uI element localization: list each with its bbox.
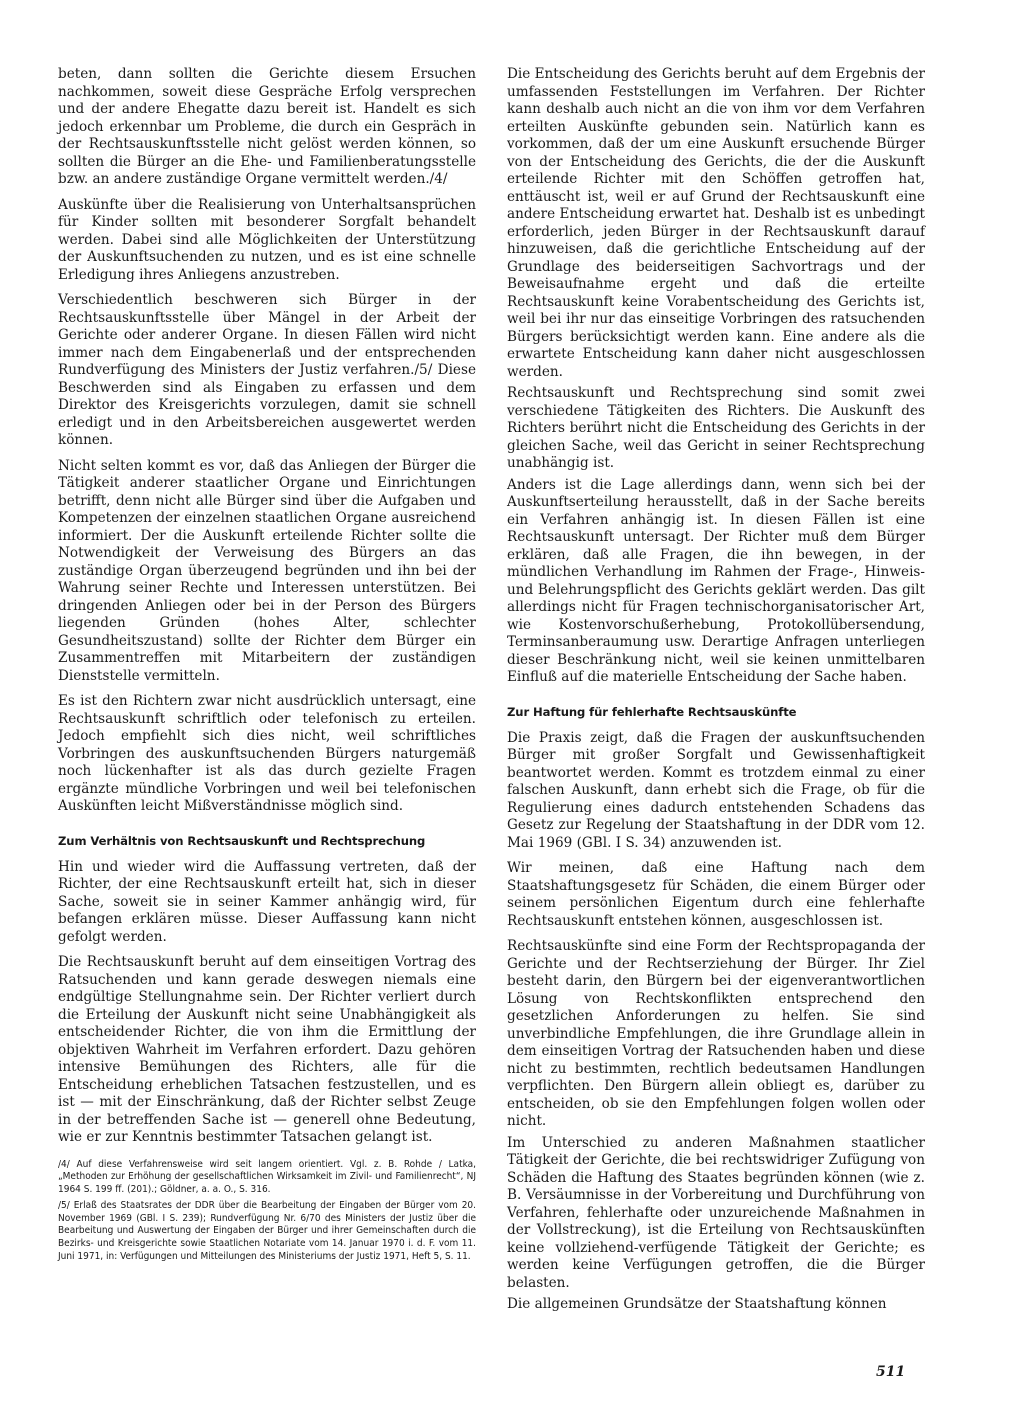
paragraph: beten, dann sollten die Gerichte diesem Ersuchen nachkommen, soweit diese Gespräche Erfolg versprechen und der andere Ehegatte dazu bereit ist. Handelt es sich jedoch erkennbar um Probleme, die durch ein Gespräch in der Rechtsauskunftsstelle nicht gelöst werden können, so sollten die Bürger an die Ehe- und Familienberatungsstelle bzw. an andere zuständige Organe vermittelt werden./4/ — [58, 66, 476, 187]
right-column — [507, 66, 925, 1318]
paragraph: Wir meinen, daß eine Haftung nach dem Staatshaftungsgesetz für Schäden, die einem Bürger oder seinem persönlichen Eigentum durch eine fehlerhafte Rechtsauskunft entstehen können, ausgeschlossen ist. — [507, 860, 925, 929]
paragraph: Hin und wieder wird die Auffassung vertreten, daß der Richter, der eine Rechtsauskunft erteilt hat, sich in dieser Sache, soweit sie in seiner Kammer anhängig wird, für befangen erklären müsse. Dieser Auffassung kann nicht gefolgt werden. — [58, 858, 476, 945]
paragraph: Nicht selten kommt es vor, daß das Anliegen der Bürger die Tätigkeit anderer staatlicher Organe und Einrichtungen betrifft, denn nicht alle Bürger sind über die Aufgaben und Kompetenzen der einzelnen staatlichen Organe ausreichend informiert. Der die Auskunft erteilende Richter sollte die Notwendigkeit der Verweisung des Bürgers an das zuständige Organ überzeugend begründen und ihn bei der Wahrung seiner Rechte und Interessen unterstützen. Bei dringenden Anliegen oder bei in der Person des Bürgers liegenden Gründen (hohes Alter, schlechter Gesundheitszustand) sollte der Richter dem Bürger ein Zusammentreffen mit Mitarbeitern der zuständigen Dienststelle vermitteln. — [58, 457, 476, 684]
footnotes — [58, 1159, 476, 1264]
paragraph: Es ist den Richtern zwar nicht ausdrücklich untersagt, eine Rechtsauskunft schriftlich oder telefonisch zu erteilen. Jedoch empfiehlt sich dies nicht, weil schriftliches Vorbringen des auskunftsuchenden Bürgers naturgemäß noch lückenhafter ist als das durch gezielte Fragen ergänzte mündliche Vorbringen und weil bei telefonischen Auskünften leicht Mißverständnisse möglich sind. — [58, 693, 476, 814]
section-heading: Zum Verhältnis von Rechtsauskunft und Rechtsprechung — [58, 833, 426, 848]
left-column — [58, 66, 476, 1267]
paragraph: Die Praxis zeigt, daß die Fragen der auskunftsuchenden Bürger mit großer Sorgfalt und Gewissenhaftigkeit beantwortet werden. Kommt es trotzdem einmal zu einer falschen Auskunft, dann erhebt sich die Frage, ob für die Regulierung eines dadurch entstehenden Schadens das Gesetz zur Regelung der Staatshaftung in der DDR vom 12. Mai 1969 (GBl. I S. 34) anzuwenden ist. — [507, 729, 925, 851]
paragraph: Anders ist die Lage allerdings dann, wenn sich bei der Auskunftserteilung herausstellt, daß in der Sache bereits ein Verfahren anhängig ist. In diesen Fällen ist eine Rechtsauskunft untersagt. Der Richter muß dem Bürger erklären, daß alle Fragen, die ihn bewegen, in der mündlichen Verhandlung im Rahmen der Frage-, Hinweis- und Belehrungspflicht des Gerichts geklärt werden. Das gilt allerdings nicht für Fragen technischorganisatorischer Art, wie Kostenvorschußerhebung, Protokollübersendung, Terminsanberaumung usw. Derartige Anfragen unterliegen dieser Beschränkung nicht, weil sie keinen unmittelbaren Einfluß auf die materielle Entscheidung der Sache haben. — [507, 476, 925, 685]
paragraph: Auskünfte über die Realisierung von Unterhaltsansprüchen für Kinder sollten mit besonderer Sorgfalt behandelt werden. Dabei sind alle Möglichkeiten der Unterstützung der Auskunftsuchenden zu nutzen, und es ist eine schnelle Erledigung ihres Anliegens anzustreben. — [58, 196, 476, 283]
paragraph: Rechtsauskunft und Rechtsprechung sind somit zwei verschiedene Tätigkeiten des Richters. Die Auskunft des Richters berührt nicht die Entscheidung des Gerichts in der gleichen Sache, weil das Gericht in seiner Rechtsprechung unabhängig ist. — [507, 385, 925, 471]
paragraph: Die Entscheidung des Gerichts beruht auf dem Ergebnis der umfassenden Feststellungen im Verfahren. Der Richter kann deshalb auch nicht an die von ihm vor dem Verfahren erteilten Auskünfte gebunden sein. Natürlich kann es vorkommen, daß der um eine Auskunft ersuchende Bürger von der Entscheidung des Gerichts, die der die Auskunft erteilende Richter mit den Schöffen getroffen hat, enttäuscht ist, weil er auf Grund der Rechtsauskunft eine andere Entscheidung erwartet hat. Deshalb ist es unbedingt erforderlich, jeden Bürger in der Rechtsauskunft darauf hinzuweisen, daß die gerichtliche Entscheidung auf der Grundlage des beiderseitigen Sachvortrags und der Beweisaufnahme ergeht und daß die erteilte Rechtsauskunft keine Vorabentscheidung des Gerichts ist, weil bei ihr nur das einseitige Vorbringen des ratsuchenden Bürgers berücksichtigt werden kann. Eine andere als die erwartete Entscheidung kann daher nicht ausgeschlossen werden. — [507, 66, 925, 380]
paragraph: Die allgemeinen Grundsätze der Staatshaftung können — [507, 1296, 887, 1312]
paragraph: Die Rechtsauskunft beruht auf dem einseitigen Vortrag des Ratsuchenden und kann gerade deswegen niemals eine endgültige Stellungnahme sein. Der Richter verliert durch die Erteilung der Auskunft nicht seine Unabhängigkeit als entscheidender Richter, die von ihm die Ermittlung der objektiven Wahrheit im Verfahren erfordert. Dazu gehören intensive Bemühungen des Richters, alle für die Entscheidung erheblichen Tatsachen festzustellen, und es ist — mit der Einschränkung, daß der Richter selbst Zeuge in der betreffenden Sache ist — generell ohne Bedeutung, wie er zur Kenntnis bestimmter Tatsachen gelangt ist. — [58, 954, 476, 1145]
section-heading: Zur Haftung für fehlerhafte Rechtsauskünfte — [507, 704, 797, 719]
paragraph: Rechtsauskünfte sind eine Form der Rechtspropaganda der Gerichte und der Rechtserziehung der Bürger. Ihr Ziel besteht darin, den Bürgern bei der eigenverantwortlichen Lösung von Rechtskonflikten entsprechend den gesetzlichen Anforderungen zu helfen. Sie sind unverbindliche Empfehlungen, die ihre Grundlage allein in dem einseitigen Vortrag der Ratsuchenden haben und diese nicht zu bestimmten, rechtlich bedeutsamen Handlungen verpflichten. Den Bürgern allein obliegt es, darüber zu entscheiden, ob sie den Empfehlungen folgen wollen oder nicht. — [507, 938, 925, 1129]
footnote: /4/ Auf diese Verfahrensweise wird seit langem orientiert. Vgl. z. B. Rohde / Latka, „Methoden zur Erhöhung der gesellschaftlichen Wirksamkeit im Zivil- und Familienrecht“, NJ 1964 S. 199 ff. (201).; Göldner, a. a. O., S. 316. — [58, 1158, 476, 1195]
footnote: /5/ Erlaß des Staatsrates der DDR über die Bearbeitung der Eingaben der Bürger vom 20. November 1969 (GBl. I S. 239); Rundverfügung Nr. 6/70 des Ministers der Justiz über die Bearbeitung und Auswertung der Eingaben der Bürger und ihrer Gemeinschaften durch die Bezirks- und Kreisgerichte sowie Staatlichen Notariate vom 14. Januar 1970 i. d. F. vom 11. Juni 1971, in: Verfügungen und Mitteilungen des Ministeriums der Justiz 1971, Heft 5, S. 11. — [58, 1200, 476, 1262]
page-number: 511 — [876, 1364, 906, 1380]
paragraph: Im Unterschied zu anderen Maßnahmen staatlicher Tätigkeit der Gerichte, die bei rechtswidriger Zufügung von Schäden die Haftung des Staates begründen können (wie z. B. Versäumnisse in der Vorbereitung und Durchführung von Verfahren, fehlerhafte oder unzureichende Maßnahmen in der Vollstreckung), ist die Erteilung von Rechtsauskünften keine vollziehend-verfügende Tätigkeit der Gerichte; es werden keine Verfügungen getroffen, die die Bürger belasten. — [507, 1134, 925, 1291]
paragraph: Verschiedentlich beschweren sich Bürger in der Rechtsauskunftsstelle über Mängel in der Arbeit der Gerichte oder anderer Organe. In diesen Fällen wird nicht immer nach dem Eingabenerlaß und der entsprechenden Rundverfügung des Ministers der Justiz verfahren./5/ Diese Beschwerden sind als Eingaben zu erfassen und dem Direktor des Kreisgerichts vorzulegen, damit sie schnell erledigt und in den Arbeitsbereichen ausgewertet werden können. — [58, 292, 476, 448]
